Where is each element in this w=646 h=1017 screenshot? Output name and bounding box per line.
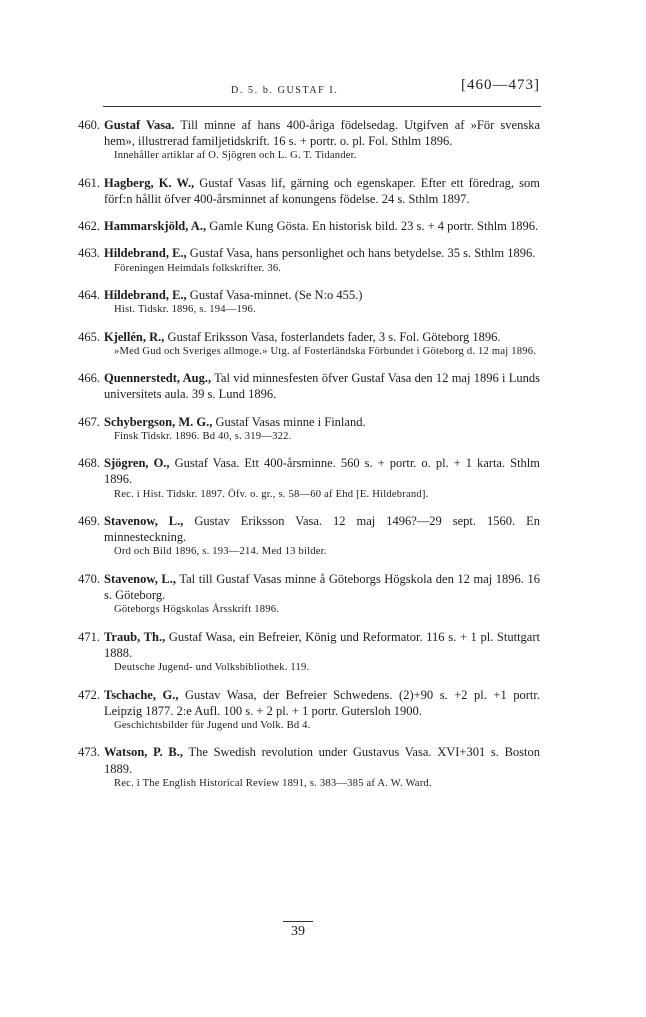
entry-author: Stavenow, L., [104, 514, 184, 529]
entry-range: [460—473] [461, 77, 540, 93]
entry-author: Sjögren, O., [104, 456, 170, 471]
entry-text: Tal vid minnesfesten öfver Gustaf Vasa den 12 maj 1896 i Lunds universitets aula. 39 s. Lund 1896. [104, 371, 541, 402]
entry-467 [0, 414, 646, 445]
entry-note: Rec. i Hist. Tidskr. 1897. Öfv. o. gr., s. 58—60 af Ehd [E. Hildebrand]. [114, 488, 429, 500]
entry-464 [0, 287, 646, 318]
entry-number: 464. [78, 288, 100, 303]
entry-463 [0, 245, 646, 276]
entry-author: Hagberg, K. W., [104, 175, 195, 190]
entry-468 [0, 455, 646, 502]
entry-text: Till minne af hans 400-åriga födelsedag. Utgifven af »För svenska hem», illustrerad familjetidskrift. 16 s. + portr. o. pl. Fol. Sthlm 1896. [104, 118, 540, 149]
entry-469 [0, 513, 646, 560]
entry-text: The Swedish revolution under Gustavus Vasa. XVI+301 s. Boston 1889. [104, 745, 540, 776]
entry-text: Tal till Gustaf Vasas minne å Göteborgs Högskola den 12 maj 1896. 16 s. Göteborg. [104, 571, 540, 603]
entry-473 [0, 744, 646, 791]
entry-472 [0, 687, 646, 734]
entry-text: Gustaf Vasa. Ett 400-årsminne. 560 s. + portr. o. pl. + 1 karta. Sthlm 1896. [104, 456, 540, 487]
entry-note: Rec. i The English Historical Review 1891, s. 383—385 af A. W. Ward. [114, 777, 432, 789]
entry-text: Gustav Eriksson Vasa. 12 maj 1496?—29 sept. 1560. En minnesteckning. [104, 514, 540, 545]
entry-text: Gustav Wasa, der Befreier Schwedens. (2)+90 s. +2 pl. +1 portr. Leipzig 1877. 2:e Aufl. 100 s. + 2 pl. + 1 portr. Gutersloh 1900. [104, 687, 540, 718]
entry-note: Föreningen Heimdals folkskrifter. 36. [114, 262, 282, 274]
entry-author: Hildebrand, E., [104, 246, 187, 261]
entry-number: 473. [78, 745, 100, 760]
entry-470 [0, 571, 646, 618]
page-number [263, 924, 333, 940]
entry-text: Gustaf Eriksson Vasa, fosterlandets fader, 3 s. Fol. Göteborg 1896. [167, 329, 501, 344]
entry-author: Kjellén, R., [104, 329, 165, 344]
running-head [103, 77, 543, 106]
entry-text: Gustaf Vasa-minnet. (Se N:o 455.) [189, 288, 363, 303]
entry-note: »Med Gud och Sveriges allmoge.» Utg. af Fosterländska Förbundet i Göteborg d. 12 maj 1896. [114, 345, 537, 357]
entry-author: Stavenow, L., [104, 571, 176, 586]
entry-author: Hammarskjöld, A., [104, 219, 207, 234]
entry-number: 465. [78, 329, 100, 344]
entry-text: Gustaf Vasas lif, gärning och egenskaper. Efter ett föredrag, som förf:n hållit öfver 400-årsminnet af konungens födelse. 24 s. Sthlm 1897. [104, 175, 540, 207]
entry-text: Gustaf Vasa, hans personlighet och hans betydelse. 35 s. Sthlm 1896. [189, 246, 536, 261]
entry-text: Gustaf Vasas minne i Finland. [215, 414, 366, 429]
entry-text: Gamle Kung Gösta. En historisk bild. 23 s. + 4 portr. Sthlm 1896. [209, 219, 539, 234]
entry-note: Ord och Bild 1896, s. 193—214. Med 13 bilder. [114, 546, 327, 558]
entry-number: 463. [78, 246, 100, 261]
entry-text: Gustaf Wasa, ein Befreier, König und Reformator. 116 s. + 1 pl. Stuttgart 1888. [104, 629, 540, 660]
running-head-title: D. 5. b. GUSTAF I. [231, 85, 339, 96]
entry-author: Tschache, G., [104, 687, 179, 702]
entry-author: Gustaf Vasa. [104, 118, 175, 132]
entry-number: 472. [78, 687, 100, 702]
entry-number: 470. [78, 571, 100, 586]
header-rule [103, 106, 541, 107]
entry-471 [0, 629, 646, 676]
entry-number: 469. [78, 514, 100, 529]
entry-number: 471. [78, 629, 100, 644]
entry-number: 461. [78, 175, 100, 190]
bibliography-list [0, 117, 646, 802]
entry-460 [0, 117, 646, 164]
page-number-text: 39 [283, 921, 313, 939]
entry-note: Hist. Tidskr. 1896, s. 194—196. [114, 304, 256, 316]
entry-462 [0, 218, 646, 234]
entry-number: 460. [78, 118, 100, 132]
entry-author: Quennerstedt, Aug., [104, 371, 212, 386]
entry-author: Hildebrand, E., [104, 288, 187, 303]
entry-number: 467. [78, 414, 100, 429]
entry-number: 462. [78, 219, 100, 234]
entry-number: 468. [78, 456, 100, 471]
entry-author: Schybergson, M. G., [104, 414, 213, 429]
entry-note: Finsk Tidskr. 1896. Bd 40, s. 319—322. [114, 430, 292, 442]
entry-note: Geschichtsbilder für Jugend und Volk. Bd 4. [114, 719, 311, 731]
entry-note: Innehåller artiklar af O. Sjögren och L. G. T. Tidander. [114, 150, 357, 162]
entry-465 [0, 329, 646, 360]
entry-note: Göteborgs Högskolas Årsskrift 1896. [114, 604, 280, 616]
entry-466 [0, 370, 646, 402]
entry-author: Traub, Th., [104, 629, 166, 644]
entry-number: 466. [78, 371, 100, 386]
entry-461 [0, 175, 646, 207]
entry-author: Watson, P. B., [104, 745, 183, 760]
entry-note: Deutsche Jugend- und Volksbibliothek. 119. [114, 662, 310, 674]
